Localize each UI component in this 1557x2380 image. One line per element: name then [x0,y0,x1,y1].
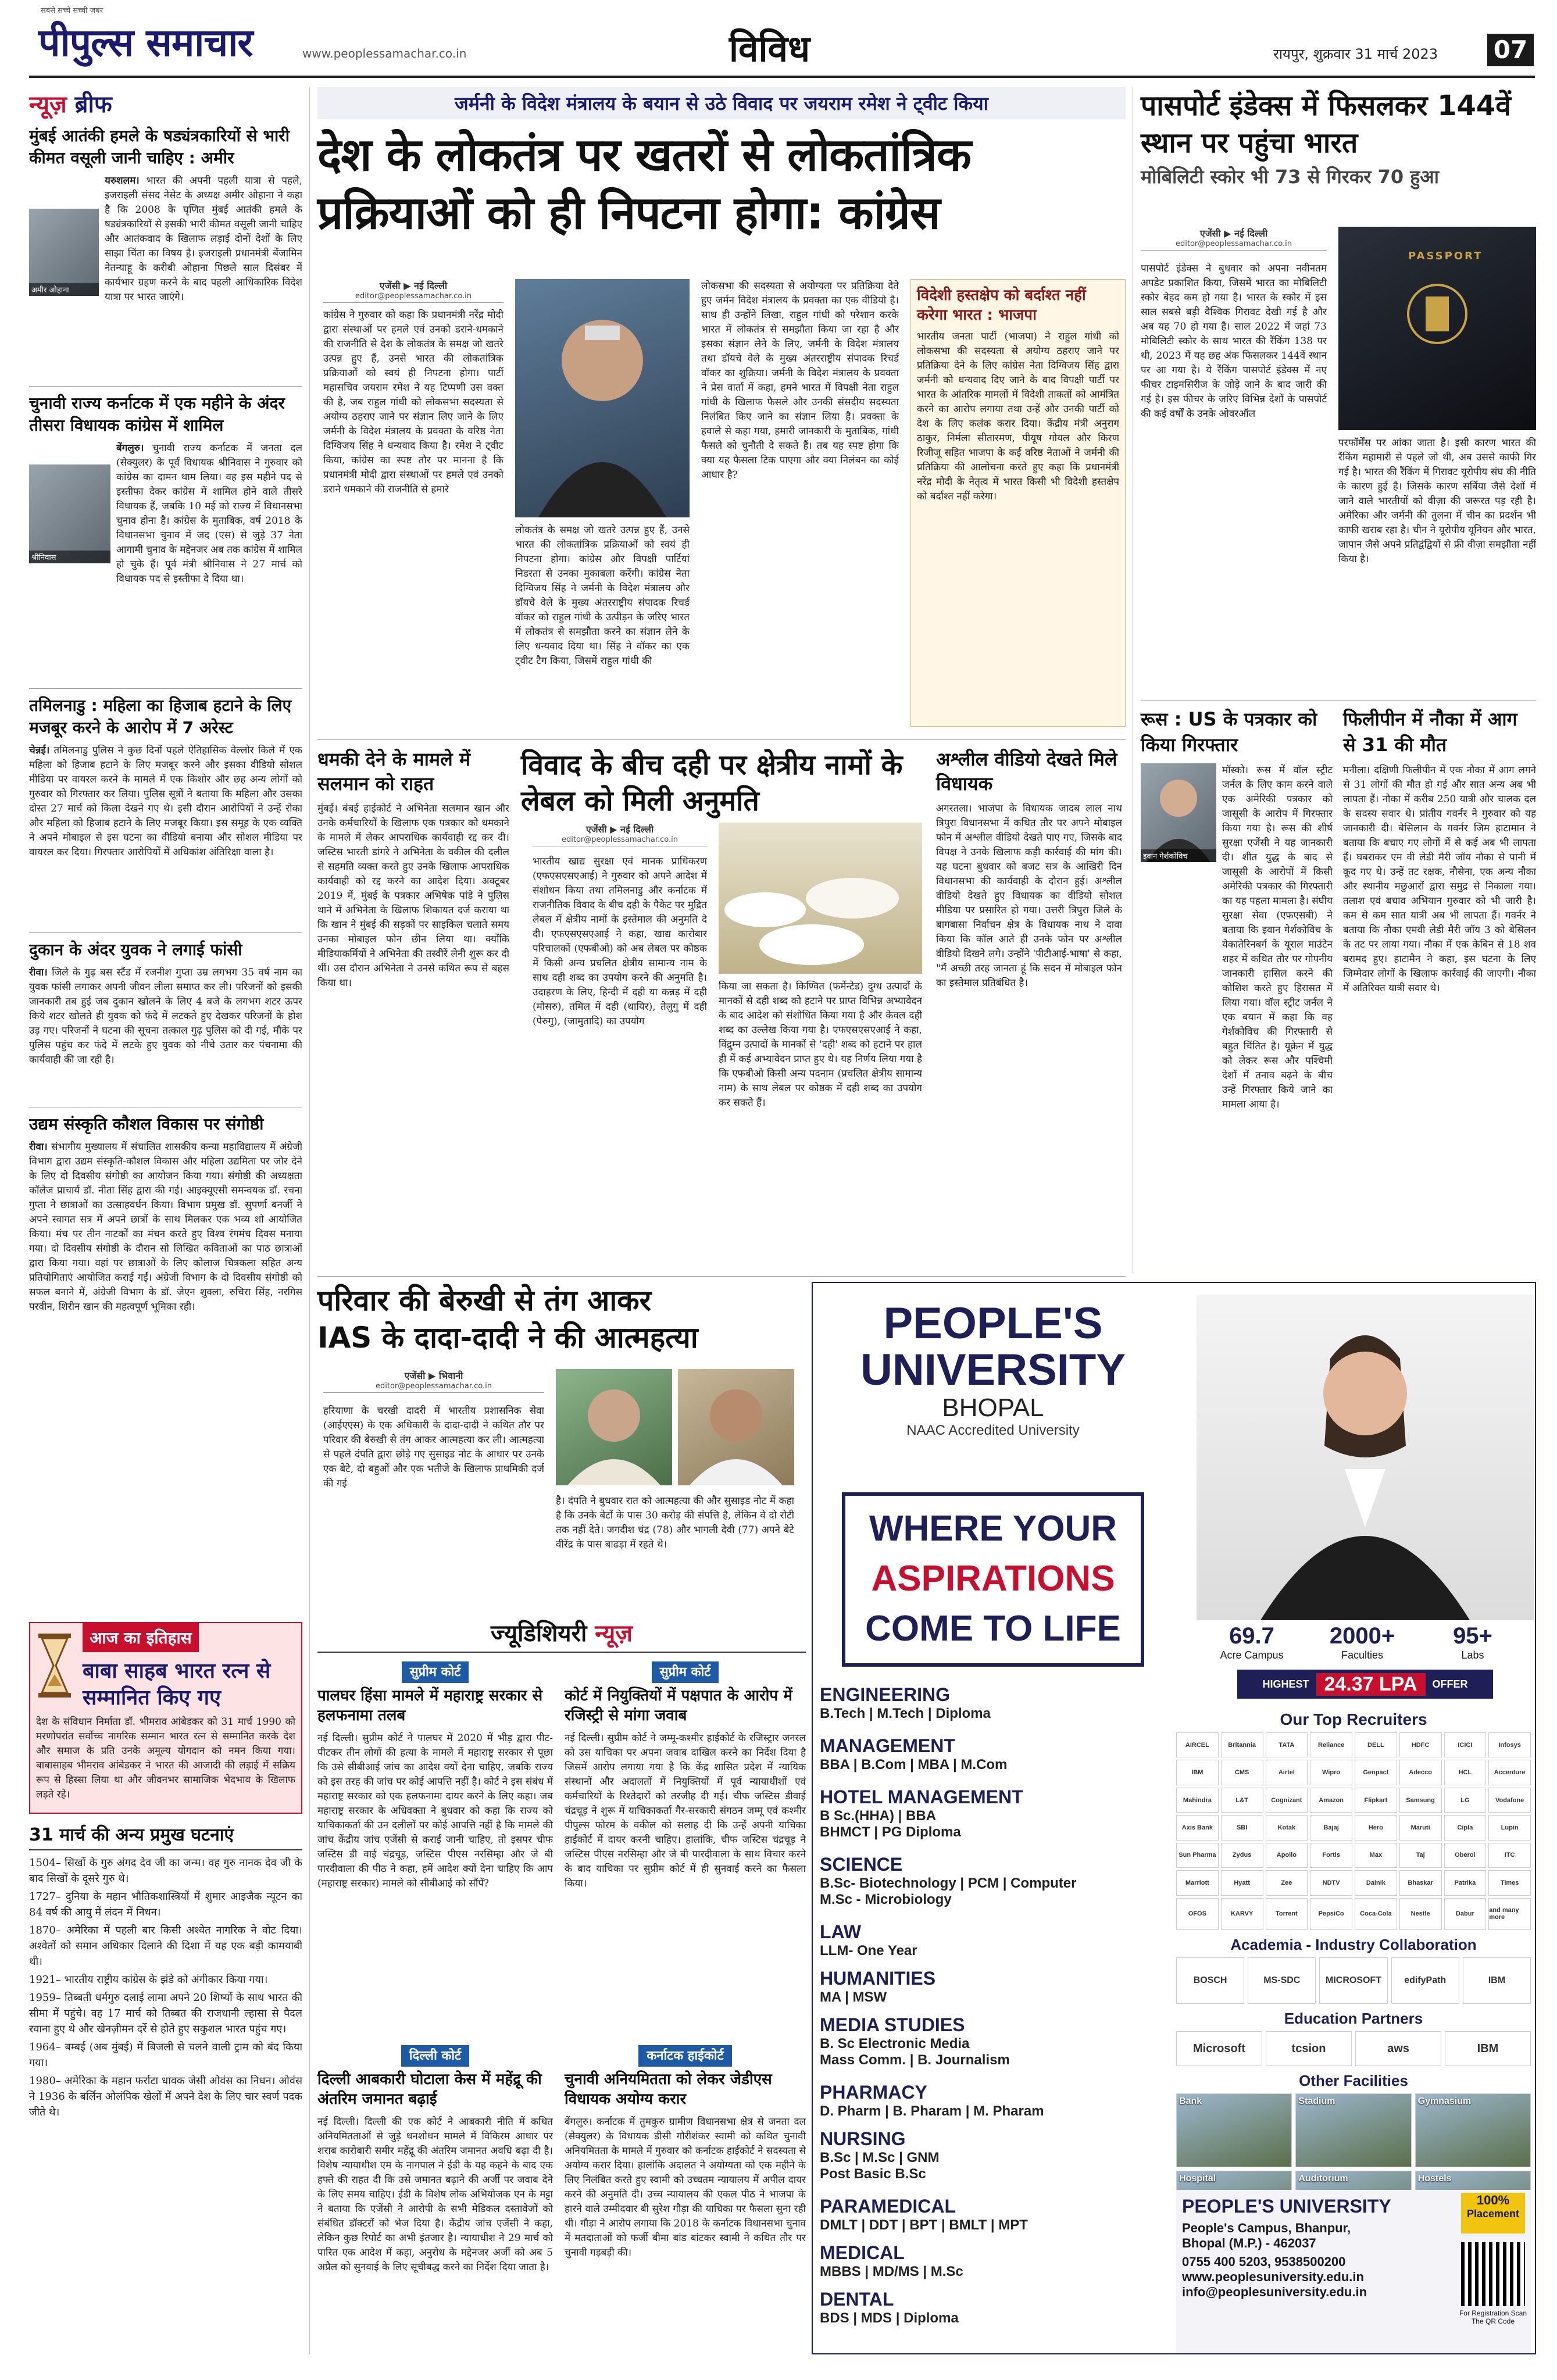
ias-story [317,1282,806,1631]
course-list: B.Tech | M.Tech | Diploma [820,1706,991,1721]
ias-photo-2 [678,1369,794,1485]
recruiter-logo: L&T [1221,1788,1263,1813]
brief-title: उद्यम संस्कृति कौशल विकास पर संगोष्ठी [29,1114,264,1134]
recruiter-logo: Dabur [1444,1898,1487,1930]
stat-label: Faculties [1341,1649,1384,1661]
court-tag: सुप्रीम कोर्ट [402,1661,469,1683]
course-name: LAW [820,1921,862,1942]
paper-name: पीपुल्स समाचार [38,20,253,65]
recruiter-logo: KARVY [1221,1898,1263,1930]
judiciary-banner [317,1616,806,1653]
judiciary-banner-1: ज्यूडिशियरी [491,1620,587,1647]
brief-item [29,392,302,689]
brief-body [29,966,302,1067]
academia-title: Academia - Industry Collaboration [1230,1936,1477,1953]
course-name: HOTEL MANAGEMENT [820,1786,1023,1807]
brief-photo-caption: अमीर ओहाना [29,283,99,296]
stat-item [1202,1623,1301,1661]
brief-text: चुनावी राज्य कर्नाटक में जनता दल (सेक्युलर) के पूर्व विधायक श्रीनिवास ने गुरुवार को कांग्रेस का दामन थाम लिया। वह इस महीने पद से इस्तीफा देकर कांग्रेस में शामिल होने वाले तीसरे विधायक हैं, जबकि 10 मई को राज्य में विधानसभा चुनाव होना है। कांग्रेस के मुताबिक, वर्ष 2018 के विधानसभा चुनाव में जद (एस) से जुड़े 37 नेता आगामी चुनाव के मद्देनजर अब तक कांग्रेस में शामिल हो चुके हैं। पूर्व मंत्री श्रीनिवास ने 27 मार्च को विधायक पद से इस्तीफा दे दिया था। [116,442,302,585]
recruiter-logo: Taj [1399,1843,1442,1868]
course-name: PARAMEDICAL [820,2196,956,2217]
passport-photo [1338,227,1536,430]
stat-item [1423,1623,1522,1661]
recruiter-logo: Nestle [1399,1898,1442,1930]
recruiter-logo: NDTV [1310,1870,1352,1895]
brief-item [29,939,302,1107]
ias-byline-box [323,1369,544,1393]
partner-logo: IBM [1445,2031,1531,2066]
ias-byline: एजेंसी ▶ भिवानी [404,1370,463,1381]
event-item: 1980– अमेरिका के महान फर्राटा धावक जेसी ओवंस का निधन। ओवंस ने 1936 के बर्लिन ओलंपिक खेलों में अपने देश के लिए चार स्वर्ण पदक जीते थे। [29,2075,302,2118]
facility-photo: Hostels [1415,2171,1531,2245]
offer-label: OFFER [1432,1678,1468,1690]
course-item [820,1786,1169,1854]
recruiter-logo: Hyatt [1221,1870,1263,1895]
course-name: ENGINEERING [820,1684,951,1705]
sidebar-title: विदेशी हस्तक्षेप को बर्दाश्त नहीं करेगा भारत : भाजपा [917,287,1086,324]
judiciary-story-1 [317,1663,553,2040]
mail[interactable]: info@peoplesuniversity.edu.in [1182,2285,1367,2299]
brief-label-2: ब्रीफ [74,91,112,118]
brief-item [29,695,302,933]
course-name: PHARMACY [820,2082,927,2103]
facility-photo: Stadium [1295,2093,1411,2167]
academia-logo: MICROSOFT [1319,1957,1387,2004]
ad-stats [1197,1623,1534,1704]
course-item [820,1968,1169,2014]
recruiter-logo: Flipkart [1355,1788,1397,1813]
lead-col-1: कांग्रेस ने गुरुवार को कहा कि प्रधानमंत्री नरेंद्र मोदी द्वारा संस्थाओं पर हमले एवं उनको डराने-धमकाने की राजनीति से देश के लोकतंत्र के समक्ष जो खतरे उत्पन्न हुए हैं, उनसे भारत की लोकतांत्रिक प्रक्रियाओं को स्वयं ही निपटना होगा। पार्टी महासचिव जयराम रमेश ने यह टिप्पणी उस वक्त की है, जब राहुल गांधी को लोकसभा सदस्यता से अयोग्य ठहराए जाने पर संज्ञान लिए जाने के लिए जर्मनी के विदेश मंत्रालय के प्रवक्ता के वरिष्ठ नेता दिग्विजय सिंह ने धन्यवाद किया है। रमेश ने ट्वीट किया, कांग्रेस का स्पष्ट तौर पर मानना है कि प्रधानमंत्री मोदी द्वारा संस्थाओं पर हमले एवं उनको डराने धमकाने की राजनीति से हमारे [323,309,503,495]
course-name: NURSING [820,2128,906,2149]
course-item [820,2242,1169,2289]
judiciary-body: नई दिल्ली। सुप्रीम कोर्ट ने जम्मू-कश्मीर हाईकोर्ट के रजिस्ट्रार जनरल को उस याचिका पर अपना जवाब दाखिल करने का निर्देश दिया है जिसमें आरोप लगाया गया है कि केंद्र शासित प्रदेश में न्यायिक संस्थानों और अदालतों में नियुक्तियों में पूर्व न्यायाधीशों एवं कर्मचारियों के रिश्तेदारों को तरजीह दी गई। चीफ जस्टिस डीवाई चंद्रचूड़ ने शुरू में याचिकाकर्ता गैर-सरकारी संगठन जम्मू एवं कश्मीर पीपुल्स फोरम के वकील को सलाह दी कि उन्हें अपनी याचिका हाईकोर्ट में दायर करनी चाहिए। हालांकि, चीफ जस्टिस चंद्रचूड़ ने जस्टिस पीएस नरसिम्हा और जे बी पारदीवाला के साथ विचार करने के बाद याचिका पर सुप्रीम कोर्ट में ही सुनवाई करने का फैसला किया। [565,1732,806,1889]
brief-body [105,174,302,305]
recruiter-logo: Fortis [1310,1843,1352,1868]
history-label [83,1623,199,1652]
recruiter-logo: Sun Pharma [1176,1843,1219,1868]
passport-email[interactable]: editor@peoplessamachar.co.in [1141,240,1327,251]
judiciary-body: नई दिल्ली। दिल्ली की एक कोर्ट ने आबकारी नीति में कथित अनियमितताओं से जुड़े धनशोधन मामले में विकिरम आधार पर शराब कारोबारी समीर महेंद्रू की अंतरिम जमानत अवधि बढ़ा दी है। विशेष न्यायाधीश एम के नागपाल ने ईडी के यह कहने के बाद एक हफ्ते की राहत दी कि उसे जमानत बढ़ाने की अर्जी पर जवाब देने के लिए समय चाहिए। ईडी के विशेष लोक अभियोजक एन के मट्टा ने बताया कि एजेंसी ने आरोपी के सभी मेडिकल दस्तावेजों को संबंधित डॉक्टरों को भेज दिया है। केंद्रीय जांच एजेंसी ने कहा, लेकिन कुछ रिपोर्ट का अभी इंतजार है। न्यायाधीश ने 29 मार्च को पारित एक आदेश में कहा, अनुरोध के मद्देनजर अर्जी को अब 5 अप्रैल को सुनवाई के लिए सूचीबद्ध करने का निर्देश दिया जाता है। [317,2116,553,2273]
contact-name: PEOPLE'S UNIVERSITY [1182,2196,1391,2217]
brief-label [29,87,302,119]
russia-story [1141,706,1333,1270]
judiciary-body: नई दिल्ली। सुप्रीम कोर्ट ने पालघर में 2020 में भीड़ द्वारा पीट-पीटकर तीन लोगों की हत्या के मामले में महाराष्ट्र सरकार से पूछा कि उसे सीबीआई जांच का आदेश क्यों देना चाहिए, जबकि राज्य को इस तरह की जांच पर कोई आपत्ति नहीं है। कोर्ट ने इस संबंध में महाराष्ट्र सरकार को एक हलफनामा दायर करने के लिए कहा। जब महाराष्ट्र सरकार के अधिवक्ता ने बुधवार को कहा कि राज्य को याचिकाकर्ता की उन दलीलों पर कोई आपत्ति नहीं है कि मामले की जांच केंद्रीय जांच एजेंसी से कराई जानी चाहिए, तो इसपर चीफ जस्टिस डी वाई चंद्रचूड़, जस्टिस पीएस नरसिम्हा और जे बी पारदीवाला की पीठ ने कहा, हमें आदेश क्यों देना चाहिए कि आप (महाराष्ट्र सरकार) मामले को सीबीआई को सौंपें? [317,1732,553,1889]
brief-place: यरुशलम। [105,175,140,187]
column-divider [309,87,310,2354]
qr-label: For Registration Scan The QR Code [1459,2309,1527,2325]
curd-byline: एजेंसी ▶ नई दिल्ली [585,824,654,835]
recruiter-logo: HCL [1444,1760,1487,1785]
brief-photo-caption: श्रीनिवास [29,551,110,563]
recruiter-logo: Kotak [1266,1815,1308,1840]
partners-title: Education Partners [1284,2010,1423,2027]
course-list: DMLT | DDT | BPT | BMLT | MPT [820,2217,1028,2233]
placement-badge [1461,2193,1525,2234]
recruiter-logo: Genpact [1355,1760,1397,1785]
recruiter-logo: Samsung [1399,1788,1442,1813]
person-silhouette-icon [1141,763,1216,862]
judiciary-news [317,1616,806,2354]
passport-byline: एजेंसी ▶ नई दिल्ली [1199,228,1268,239]
curd-story [521,747,928,1270]
judiciary-headline: पालघर हिंसा मामले में महाराष्ट्र सरकार से हलफनामा तलब [317,1687,543,1724]
brief-title: चुनावी राज्य कर्नाटक में एक महीने के अंदर तीसरा विधायक कांग्रेस में शामिल [29,394,285,435]
recruiter-logo: CMS [1221,1760,1263,1785]
qr-code[interactable] [1461,2242,1525,2306]
course-list: B. Sc Electronic Media Mass Comm. | B. Journalism [820,2036,1010,2068]
section-title: विविध [729,27,810,70]
slogan-3: COME TO LIFE [865,1609,1121,1649]
recruiter-logo: ITC [1488,1843,1531,1868]
stat-label: Acre Campus [1220,1649,1284,1661]
brief-text: तमिलनाडु पुलिस ने कुछ दिनों पहले ऐतिहासिक वेल्लोर किले में एक महिला को हिजाब हटाने के लिए मजबूर करने और इसका वीडियो सोशल मीडिया पर वायरल करने के मामले में एक किशोर और छह अन्य लोगों को गुरुवार को गिरफ्तार कर लिया। पुलिस सूत्रों ने बताया कि महिला और उसका दोस्त 27 मार्च को किला देखने गए थे। इसी दौरान आरोपियों ने उन्हें रोका और महिला को हिजाब हटाने के लिए मजबूर किया। इस समूह के एक व्यक्ति ने अपने मोबाइल से इस घटना का वीडियो बनाया और सोशल मीडिया पर वायरल कर दिया। गिरफ्तार आरोपियों में अधिकांश अंतिरिक्षा वाला है। [29,745,302,858]
curd-col-1: भारतीय खाद्य सुरक्षा एवं मानक प्राधिकरण (एफएसएसएआई) ने गुरुवार को अपने आदेश में संशोधन किया तथा तमिलनाडु और कर्नाटक में राजनीतिक विवाद के बीच दही के पैकेट पर मुद्रित लेबल में क्षेत्रीय नामों के इस्तेमाल की अनुमति दे दी। एफएसएसएआई ने कहा, खाद्य कारोबार परिचालकों (एफबीओ) को अब लेबल पर कोष्ठक में किसी अन्य प्रचलित क्षेत्रीय सामान्य नाम के साथ दही शब्द का उपयोग करने की अनुमति है। उदाहरण के लिए, हिन्दी में दही या कन्नड़ में दही (मोसरु), तमिल में दही (थायिर), तेलुगु में दही (पेरुगु), (जामुतादि) का उपयोग [533,856,707,1027]
person-silhouette-icon [678,1369,794,1485]
curd-photo [719,823,922,974]
recruiter-logo: IBM [1176,1760,1219,1785]
course-item [820,1735,1169,1786]
slogan-1: WHERE YOUR [869,1509,1117,1549]
recruiter-logo: DELL [1355,1732,1397,1757]
partner-logo: tcsion [1266,2031,1352,2066]
recruiter-logo: ICICI [1444,1732,1487,1757]
ad-model-photo [1197,1295,1534,1620]
course-item [820,2082,1169,2128]
event-item: 1727– दुनिया के महान भौतिकशास्त्रियों में शुमार आइजैक न्यूटन का 84 वर्ष की आयु में लंदन में निधन। [29,1891,302,1918]
judiciary-headline: दिल्ली आबकारी घोटाला केस में महेंद्रू की अंतरिम जमानत बढ़ाई [317,2071,542,2108]
event-item: 1964– बम्बई (अब मुंबई) में बिजली से चलने वाली ट्राम को बंद किया गया। [29,2041,302,2069]
masthead-tagline: सबसे सच्चे सच्ची ज़बर [41,6,103,15]
curd-headline: विवाद के बीच दही पर क्षेत्रीय नामों के लेबल को मिली अनुमति [521,749,903,817]
lead-headline: देश के लोकतंत्र पर खतरों से लोकतांत्रिक प्रक्रियाओं को ही निपटना होगा: कांग्रेस [317,129,971,240]
recruiter-logo: HDFC [1399,1732,1442,1757]
philippines-body: मनीला। दक्षिणी फिलीपीन में एक नौका में आग लगने से 31 लोगों की मौत हो गई और सात अन्य अब भी लापता हैं। नौका में करीब 250 यात्री और चालक दल के सदस्य सवार थे। प्रांतीय गवर्नर ने गुरुवार को यह जानकारी दी। बेसिलान के गवर्नर जिम हाटामान ने बताया कि बचाए गए लोगों में से कई अब भी लापता हैं। घबराकर एम वी लेडी मैरी जॉय नौका से पानी में कूद गए थे। उन्हें तट रक्षक, नौसेना, एक अन्य नौका और स्थानीय मछुआरों द्वारा समुद्र से निकाला गया। तलाश एवं बचाव अभियान गुरुवार को भी जारी है। कम से कम सात यात्री अब भी लापता हैं। गवर्नर ने बताया कि नौका एमवी लेडी मैरी जॉय 3 को बेसिलन के तट पर लाया गया। नौका में एक केबिन से 18 शव बरामद हुए। हाटामैन ने कहा, इस घटना के लिए जिम्मेदार लोगों के खिलाफ कार्रवाई की जाएगी। नौका में अतिरिक्त यात्री सवार थे। [1343,764,1536,994]
website[interactable]: www.peoplessamachar.co.in [302,47,467,60]
lead-sidebar [910,279,1126,727]
masthead-rule [29,76,1535,78]
recruiter-logo: and many more [1488,1898,1531,1930]
salman-story [317,747,509,1270]
facility-photo: Hospital [1176,2171,1292,2245]
lead-kicker [317,87,1126,119]
passport-col-2: परफॉर्मेंस पर आंका जाता है। इसी कारण भारत की रैंकिंग महामारी से पहले जो थी, अब उससे काफी गिर गई है। भारत की रैंकिंग में गिरावट यूरोपीय संघ की नीति के कारण हुई है। जिसके कारण सर्बिया जैसे देशों में जाने वाले भारतीयों को वीज़ा की जरूरत पड़ रही है। अमेरिका और जर्मनी की तुलना में चीन का प्रदर्शन भी काफी खराब रहा है। चीन ने यूरोपीय यूनियन और भारत, जापान जैसे अपने प्रतिद्वंद्वियों से फ्री वीज़ा समझौता नहीं किया है। [1338,437,1536,565]
brief-place: रीवा। [29,967,48,978]
course-name: MANAGEMENT [820,1735,955,1756]
recruiter-logo: Amazon [1310,1788,1352,1813]
placement-2: Placement [1466,2208,1520,2220]
judiciary-body: बेंगलुरु। कर्नाटक में तुमकुरु ग्रामीण विधानसभा क्षेत्र से जनता दल (सेक्युलर) के विधायक डीसी गौरीशंकर स्वामी को कथित चुनावी अनियमितता के मामले में गुरुवार को कर्नाटक हाईकोर्ट ने सदस्यता से अयोग्य करार दिया। हालांकि अदालत ने अयोग्यता को एक महीने के लिए निलंबित करते हुए स्वामी को उच्चतम न्यायालय में अपील दायर करने की अनुमति दी। उच्च न्यायालय की एकल पीठ ने भाजपा के हारने वाले उम्मीदवार बी सुरेश गौड़ा की याचिका पर फैसला सुना रही थी। गौड़ा ने आरोप लगाया कि 2018 के कर्नाटक विधानसभा चुनाव में मतदाताओं को फर्जी बीमा बांड बांटकर स्वामी ने कथित तौर पर चुनावी गड़बड़ी की। [565,2116,806,2259]
course-list: BDS | MDS | Diploma [820,2310,959,2326]
recruiter-logo: Hero [1355,1815,1397,1840]
course-list: B.Sc- Biotechnology | PCM | Computer M.Sc - Microbiology [820,1875,1077,1907]
recruiter-logo: Zee [1266,1870,1308,1895]
philippines-headline: फिलीपीन में नौका में आग से 31 की मौत [1343,708,1517,756]
judiciary-banner-2: न्यूज़ [595,1620,633,1647]
course-list: B.Sc | M.Sc | GNM Post Basic B.Sc [820,2150,940,2182]
ias-col-1: हरियाणा के चरखी दादरी में भारतीय प्रशासनिक सेवा (आईएएस) के एक अधिकारी के दादा-दादी ने कथित तौर पर परिवार की बेरुखी से तंग आकर आत्महत्या कर ली। आत्महत्या से पहले दंपति द्वारा छोड़े गए सुसाइड नोट के आधार पर उनके एक बेटे, दो बहुओं और एक भतीजे के खिलाफ प्राथमिकी दर्ज की गई [323,1405,544,1489]
event-item: 1959– तिब्बती धर्मगुरु दलाई लामा अपने 20 शिष्यों के साथ भारत की सीमा में पहुंचे। वह 17 मार्च को तिब्बत की राजधानी ल्हासा से पैदल रवाना हुए थे और खेनज़ीमन दर्रे से होते हुए सकुशल भारत पहुंच गए। [29,1992,302,2035]
recruiter-logo: Dainik [1355,1870,1397,1895]
recruiter-logo: Bhaskar [1399,1870,1442,1895]
russia-body: मॉस्को। रूस में वॉल स्ट्रीट जर्नल के लिए काम करने वाले एक अमेरिकी पत्रकार को जासूसी के आरोप में गिरफ्तार किया गया है। रूस की शीर्ष सुरक्षा एजेंसी ने यह जानकारी दी। शीत युद्ध के बाद से जासूसी के आरोपों में किसी अमेरिकी पत्रकार की गिरफ्तारी का यह पहला मामला है। संघीय सुरक्षा सेवा (एफएसबी) ने बताया कि इवान गेर्शकोविच के येकातेरिनबर्ग के यूराल माउंटेन शहर में कथित तौर पर गोपनीय जानकारी हासिल करने की कोशिश करते हुए हिरासत में लिया गया। वॉल स्ट्रीट जर्नल ने एक बयान में कहा कि वह गेर्शकोविच की गिरफ्तारी से बहुत चिंतित है। यूक्रेन में युद्ध को लेकर रूस और पश्चिमी देशों में तनाव बढ़ने के बीच उन्हें गिरफ्तार किये जाने का मामला आया है। [1222,764,1333,1110]
ad-courses [820,1684,1169,2324]
event-item: 1870– अमेरिका में पहली बार किसी अश्वेत नागरिक ने वोट दिया। अश्वेतों को समान अधिकार दिलाने की दिशा में यह एक बड़ी कामयाबी थी। [29,1924,302,1968]
ad-brand-1: PEOPLE'S [883,1299,1103,1348]
course-item [820,1854,1169,1921]
recruiter-logo: Times [1488,1870,1531,1895]
recruiter-logo: Axis Bank [1176,1815,1219,1840]
brief-place: बेंगलुरु। [116,442,144,454]
recruiter-logo: Oberoi [1444,1843,1487,1868]
russia-photo [1141,763,1216,862]
lead-story [317,87,1126,735]
history-body: देश के संविधान निर्माता डॉ. भीमराव आंबेडकर को 31 मार्च 1990 को मरणोपरांत सर्वोच्च नागरिक सम्मान भारत रत्न से सम्मानित करके देश और समाज के प्रति उनके अमूल्य योगदान को नमन किया गया। बाबासाहब भीमराव आंबेडकर ने भारत की आजादी की लड़ाई में सक्रिय रूप से हिस्सा लिया था और जीवनभर सामाजिक भेदभाव के खिलाफ लड़ते रहे। [36,1716,295,1800]
history-label-text: आज का इतिहास [90,1628,192,1648]
curd-email[interactable]: editor@peoplessamachar.co.in [533,835,707,846]
course-item [820,2289,1169,2335]
address-1: People's Campus, Bhanpur, [1182,2221,1351,2235]
brief-item [29,125,302,387]
lead-byline: एजेंसी ▶ नई दिल्ली [379,280,448,291]
partners-row [1176,2031,1531,2066]
partner-logo: aws [1355,2031,1441,2066]
lead-photo [515,279,690,517]
passport-headline: पासपोर्ट इंडेक्स में फिसलकर 144वें स्थान पर पहुंचा भारत [1141,90,1511,159]
recruiters-grid [1176,1732,1531,1930]
highest-offer [1237,1670,1493,1699]
passport-label: PASSPORT [1408,250,1483,262]
stat-item [1313,1623,1412,1661]
recruiter-logo: Cognizant [1266,1788,1308,1813]
ias-headline-1: परिवार की बेरुखी से तंग आकर [317,1284,652,1317]
placement-1: 100% [1476,2193,1510,2207]
page-number: 07 [1487,34,1534,66]
facility-photo: Gymnasium [1415,2093,1531,2167]
brief-body [116,441,302,587]
brief-body [29,1140,302,1314]
course-list: BBA | B.Com | MBA | M.Com [820,1757,1008,1773]
recruiter-logo: Torrent [1266,1898,1308,1930]
recruiter-logo: Zydus [1221,1843,1263,1868]
stat-value: 95+ [1453,1623,1492,1649]
court-tag: दिल्ली कोर्ट [401,2045,469,2067]
academia-row [1176,1957,1531,2004]
recruiter-logo: Marriott [1176,1870,1219,1895]
university-ad[interactable] [812,1282,1536,2354]
recruiter-logo: Britannia [1221,1732,1263,1757]
course-name: SCIENCE [820,1854,903,1875]
recruiter-logo: Lupin [1488,1815,1531,1840]
recruiter-logo: Wipro [1310,1760,1352,1785]
person-silhouette-icon [515,279,690,517]
lead-kicker-text: जर्मनी के विदेश मंत्रालय के बयान से उठे विवाद पर जयराम रमेश ने ट्वीट किया [455,92,988,115]
course-list: MBBS | MD/MS | M.Sc [820,2264,963,2279]
history-header [29,1622,302,1814]
brief-title: दुकान के अंदर युवक ने लगाई फांसी [29,940,242,959]
academia-logo: MS-SDC [1248,1957,1316,2004]
salman-body: मुंबई। बंबई हाईकोर्ट ने अभिनेता सलमान खान और उनके कर्मचारियों के खिलाफ एक पत्रकार को धमकाने के मामले में लेकर आपराधिक कार्यवाही रद्द कर दी। जस्टिस भारती डांगरे ने अभिनेता के वकील की दलील से सहमति व्यक्त करते हुए उनके खिलाफ आपराधिक कार्यवाही को रद्द करने का आदेश दिया। अक्टूबर 2019 में, मुंबई के पत्रकार अभिषेक पांडे ने पुलिस थाने में अभिनेता के खिलाफ शिकायत दर्ज कराया था कि खान ने मुंबई की सड़कों पर साइकिल चलाते समय उनका मोबाइल फोन छीन लिया था। क्योंकि मीडियाकर्मियों ने अभिनेता की तस्वीरें लेनी शुरू कर दी थीं। उस दौरान अभिनेता ने उनसे कथित रूप से बहस किया था। [317,803,509,989]
passport-byline-box [1141,227,1327,251]
recruiter-logo: PepsiCo [1310,1898,1352,1930]
course-name: MEDIA STUDIES [820,2014,965,2035]
judiciary-headline: कोर्ट में नियुक्तियों में पक्षपात के आरोप में रजिस्ट्री से मांगा जवाब [565,1687,792,1724]
news-brief [29,87,302,1610]
brief-item [29,1113,302,1439]
hourglass-icon [37,1634,72,1698]
course-list: B Sc.(HHA) | BBA BHMCT | PG Diploma [820,1808,961,1840]
academia-logo: BOSCH [1176,1957,1244,2004]
recruiter-logo: Patrika [1444,1870,1487,1895]
course-item [820,2014,1169,2082]
address-2: Bhopal (M.P.) - 462037 [1182,2236,1316,2250]
curd-byline-box [533,823,707,846]
course-item [820,2196,1169,2242]
recruiters-title: Our Top Recruiters [1280,1710,1427,1728]
highest-value: 24.37 LPA [1316,1673,1426,1696]
passport-story [1141,87,1536,695]
ad-brand-2: UNIVERSITY [860,1345,1126,1395]
stat-value: 69.7 [1229,1623,1274,1649]
course-item [820,1684,1169,1735]
mla-body: अगरतला। भाजपा के विधायक जादब लाल नाथ त्रिपुरा विधानसभा में कथित तौर पर अपने मोबाइल फोन में अश्लील वीडियो देखते पाए गए, जिसके बाद विपक्ष ने उनके खिलाफ कड़ी कार्रवाई की मांग की। यह घटना बुधवार को बजट सत्र के आखिरी दिन विधानसभा की कार्यवाही के दौरान हुई। अश्लील वीडियो देखते हुए विधायक का वीडियो सोशल मीडिया पर प्रसारित हो गया। उत्तरी त्रिपुरा जिले के बागबासा निर्वाचन क्षेत्र के विधायक नाथ ने दावा किया कि कॉल आते ही उनके फोन पर अश्लील वीडियो दिखने लगे। उन्होंने 'पीटीआई-भाषा' से कहा, "मैं अच्छी तरह जानता हूं कि सदन में मोबाइल फोन का इस्तेमाल प्रतिबंधित है। [936,803,1122,989]
recruiter-logo: Apollo [1266,1843,1308,1868]
judiciary-story-4 [565,2046,806,2354]
russia-photo-caption: इवान गेर्शकोविच [1141,849,1216,862]
recruiter-logo: Cipla [1444,1815,1487,1840]
lead-col-2: लोकतंत्र के समक्ष जो खतरे उत्पन्न हुए हैं, उनसे भारत की लोकतांत्रिक प्रक्रियाओं को स्वयं ही निपटना होगा। कांग्रेस और विपक्षी पार्टियां निडरता से उनका मुकाबला करेंगी। कांग्रेस नेता दिग्विजय सिंह ने जर्मनी के विदेश मंत्रालय और डॉयचे वेले के मुख्य अंतरराष्ट्रीय संपादक रिचर्ड वॉकर को राहुल गांधी के उत्पीड़न के जरिए भारत में लोकतंत्र से समझौता करने का संज्ञान लेने के लिए धन्यवाद दिया था। सिंह ने वॉकर का एक ट्वीट टैग किया, जिसमें राहुल गांधी की [515,524,690,667]
recruiter-logo: Accenture [1488,1760,1531,1785]
facility-photo: Bank [1176,2093,1292,2167]
section-rule [317,739,1126,740]
philippines-story [1343,706,1536,1270]
recruiter-logo: Max [1355,1843,1397,1868]
stat-value: 2000+ [1329,1623,1395,1649]
ias-headline-2: IAS के दादा-दादी ने की आत्महत्या [317,1321,698,1355]
recruiter-logo: Airtel [1266,1760,1308,1785]
slogan-2: ASPIRATIONS [871,1559,1115,1599]
event-item: 1504– सिखों के गुरु अंगद देव जी का जन्म। वह गुरु नानक देव जी के बाद सिखों के दूसरे गुरु थे। [29,1857,302,1885]
course-list: LLM- One Year [820,1943,917,1959]
partner-logo: Microsoft [1176,2031,1262,2066]
facility-photo: Auditorium [1295,2171,1411,2245]
academia-logo: IBM [1463,1957,1531,2004]
passport-subhead: मोबिलिटी स्कोर भी 73 से गिरकर 70 हुआ [1141,166,1439,188]
court-tag: कर्नाटक हाईकोर्ट [638,2045,731,2067]
curd-bowls-icon [719,823,922,974]
brief-photo [29,209,99,296]
court-tag: सुप्रीम कोर्ट [652,1661,719,1683]
event-item: 1921– भारतीय राष्ट्रीय कांग्रेस के झंडे को अंगीकार किया गया। [29,1974,268,1986]
academia-logo: edifyPath [1391,1957,1459,2004]
dateline: रायपुर, शुक्रवार 31 मार्च 2023 [1273,46,1438,62]
recruiter-logo: Adecco [1399,1760,1442,1785]
lead-col-3: लोकसभा की सदस्यता से अयोग्यता पर प्रतिक्रिया देते हुए जर्मन विदेश मंत्रालय के प्रवक्ता का एक वीडियो है। साथ ही उन्होंने लिखा, राहुल गांधी को परेशान करके भारत में लोकतंत्र से समझौता किया जा रहा है और इसका संज्ञान लेने के लिए, जर्मनी के विदेश मंत्रालय तथा डॉयचे वेले के मुख्य अंतरराष्ट्रीय संपादक रिचर्ड वॉकर का शुक्रिया। जर्मनी के विदेश मंत्रालय के प्रवक्ता ने प्रेस वार्ता में कहा, हमने भारत में विपक्षी नेता राहुल गांधी के खिलाफ फैसले और उनकी संसदीय सदस्यता निलंबित किए जाने का संज्ञान लिया है। प्रवक्ता के हवाले से कहा गया, हमारी जानकारी के मुताबिक, गांधी फैसले को चुनौती दे सकते हैं। तब यह स्पष्ट होगा कि क्या यह फैसला टिक पाएगा और क्या निलंबन का कोई आधार है? [701,280,899,481]
recruiter-logo: Maruti [1399,1815,1442,1840]
masthead [0,0,1557,81]
ias-email[interactable]: editor@peoplessamachar.co.in [323,1382,544,1393]
recruiter-logo: SBI [1221,1815,1263,1840]
judiciary-headline: चुनावी अनियमितता को लेकर जेडीएस विधायक अयोग्य करार [565,2071,772,2108]
facilities-title: Other Facilities [1299,2072,1408,2089]
brief-label-1: न्यूज़ [29,91,67,118]
recruiter-logo: Mahindra [1176,1788,1219,1813]
brief-body [29,744,302,860]
recruiter-logo: Reliance [1310,1732,1352,1757]
recruiter-logo: AIRCEL [1176,1732,1219,1757]
brief-title: मुंबई आतंकी हमले के षड्यंत्रकारियों से भारी कीमत वसूली जानी चाहिए : अमीर [29,126,290,167]
ad-city: BHOPAL [942,1393,1044,1422]
stat-label: Labs [1461,1649,1484,1661]
mla-headline: अश्लील वीडियो देखते मिले विधायक [936,748,1117,795]
curd-col-2: किया जा सकता है। किण्वित (फर्मेन्टेड) दुग्ध उत्पादों के मानकों से दही शब्द को हटाने पर प्राप्त विभिन्न अभ्यावेदन के बाद आदेश को संशोधित किया गया है और केवल दही शब्द का उल्लेख किया गया है। एफएसएसएआई ने कहा, विंद्रुम्न उत्पादों के मानकों से 'दही' शब्द को हटाने पर हाल ही में कई अभ्यावेदन प्राप्त हुए थे। यह निर्णय लिया गया है कि एफबीओ किसी अन्य पदनाम (प्रचलित क्षेत्रीय सामान्य नाम) के साथ लेबल पर कोष्ठक में दही शब्द का उपयोग कर सकते हैं। [719,981,922,1109]
passport-col-1: पासपोर्ट इंडेक्स ने बुधवार को अपना नवीनतम अपडेट प्रकाशित किया, जिसमें भारत का मोबिलिटी स्कोर बेहद कम हो गया है। भारत के स्कोर में इस साल सबसे बड़ी वैश्विक गिरावट देखी गई है और अब यह 70 हो गया है। साल 2022 में जहां 73 मोबिलिटी स्कोर के साथ भारत की रैंकिंग 138 पर थी, 2023 में यह छह अंक फिसलकर 144वें स्थान पर आ गया है। ये रैंकिंग पासपोर्ट इंडेक्स में नए फीचर टाइमसिरीज के जोड़े जाने के बाद जारी की गई है। इस फीचर के जरिए विभिन्न देशों के पासपोर्ट की कई वर्षों के उनके ओवरऑल [1141,263,1327,420]
ad-contact [1176,2190,1531,2353]
salman-headline: धमकी देने के मामले में सलमान को राहत [317,748,470,795]
events-title: 31 मार्च की अन्य प्रमुख घटनाएं [29,1822,302,1850]
person-silhouette-icon [1197,1295,1534,1620]
highest-label: HIGHEST [1262,1678,1309,1690]
history-box [29,1622,302,2354]
recruiter-logo: TATA [1266,1732,1308,1757]
course-list: D. Pharm | B. Pharam | M. Pharam [820,2103,1044,2119]
history-headline: बाबा साहब भारत रत्न से सम्मानित किए गए [83,1659,271,1710]
course-item [820,1921,1169,1968]
ad-accreditation: NAAC Accredited University [906,1423,1080,1438]
lead-byline-box [323,279,503,303]
brief-place: चेन्नई। [29,745,50,756]
brief-place: रीवा। [29,1141,48,1153]
recruiter-logo: Bajaj [1310,1815,1352,1840]
course-name: DENTAL [820,2289,894,2310]
paper-logo[interactable] [38,15,252,67]
judiciary-story-2 [565,1663,806,2040]
ad-slogan [842,1492,1144,1667]
course-item [820,2128,1169,2196]
course-list: MA | MSW [820,1989,887,2005]
sidebar-body: भारतीय जनता पार्टी (भाजपा) ने राहुल गांधी को लोकसभा की सदस्यता से अयोग्य ठहराए जाने पर प्रतिक्रिया देने के लिए कांग्रेस नेता दिग्विजय सिंह द्वारा जर्मनी को धन्यवाद दिए जाने के बाद विपक्षी पार्टी पर भारत के आंतरिक मामलों में विदेशी ताकतों को आमंत्रित करने का आरोप लगाया तथा उन्हें और उनकी पार्टी को देश के लिए कलंक करार दिया। केंद्रीय मंत्री अनुराग ठाकुर, निर्मला सीतारमण, पीयूष गोयल और किरण रिजीजू सहित भाजपा के कई वरिष्ठ नेताओं ने जर्मनी की प्रतिक्रिया की आलोचना करते हुए कहा कि प्रधानमंत्री नरेंद्र मोदी के नेतृत्व में भारत किसी भी विदेशी हस्तक्षेप को बर्दाश्त नहीं करेगा। [917,331,1119,502]
brief-text: जिले के गुढ़ बस स्टैंड में रजनीश गुप्ता उम्र लगभग 35 वर्ष नाम का युवक फांसी लगाकर अपनी जीवन लीला समाप्त कर ली। परिजनों को इसकी जानकारी तब हुई जब दुकान खोलने के लिए 4 बजे के लगभग शटर ऊपर किये शटर खोलते ही युवक को फंदे में लटकते हुए देखकर परिजनों के होश उड़ गए। परिजनों ने घटना की सूचना तत्काल गुढ़ पुलिस को दी गई, मौके पर पुलिस पहुंच कर फंदे में लटके हुए युवक को नीचे उतार कर पंचनामा की कार्यवाही की जा रही है। [29,967,302,1066]
recruiter-logo: OFOS [1176,1898,1219,1930]
ias-photo-1 [556,1369,672,1485]
brief-title: तमिलनाडु : महिला का हिजाब हटाने के लिए मजबूर करने के आरोप में 7 अरेस्ट [29,696,292,737]
web[interactable]: www.peoplesuniversity.edu.in [1182,2270,1364,2284]
recruiter-logo: LG [1444,1788,1487,1813]
brief-text: संभागीय मुख्यालय में संचालित शासकीय कन्या महाविद्यालय में अंग्रेजी विभाग द्वारा उद्यम संस्कृति-कौशल विकास और महिला उद्यमिता पर जोर देने के लिए दो दिवसीय संगोष्ठी का आयोजन किया गया। संगोष्ठी की अध्यक्षता कॉलेज प्राचार्य डॉ. नीता सिंह द्वारा की गई। आइक्यूएसी समन्वयक डॉ. रचना गुप्ता ने छात्राओं का उत्साहवर्धन किया। विभाग प्रमुख डॉ. सुपर्णा बनर्जी ने अपने स्वागत सत्र में अपने छात्रों के साथ मिलकर एक भव्य शो आयोजित किया। मंच पर तीन नाटकों का मंचन करते हुए विश्व रंगमंच दिवस मनाया गया। दो दिवसीय संगोष्ठी के दौरान सो लिखित कविताओं का पाठ छात्राओं द्वारा किया गया। वहां पर छात्राओं के लिए कोलाज चित्रकला सहित अन्य प्रतियोगिताएं आयोजित कराई गईं। अंग्रेजी विभाग के दो दिवसीय संगोष्ठी को सफल बनाने में, अंग्रेजी विभाग के डॉ. जेएन शुक्ला, रुचिरा सिंह, नरगिस परवीन, शिरीन खान की महत्वपूर्ण भूमिका रही। [29,1141,302,1313]
section-rule [317,1276,1126,1277]
course-name: MEDICAL [820,2242,905,2263]
russia-headline: रूस : US के पत्रकार को किया गिरफ्तार [1141,708,1317,756]
ad-brand [813,1300,1173,1439]
course-name: HUMANITIES [820,1968,936,1989]
brief-photo [29,464,110,563]
lead-email[interactable]: editor@peoplessamachar.co.in [323,292,503,303]
ias-col-2: है। दंपति ने बुधवार रात को आत्महत्या की और सुसाइड नोट में कहा है कि उनके बेटों के पास 30 करोड़ की संपत्ति है, लेकिन वे दो रोटी तक नहीं देते। जगदीश चंद्र (78) और भागली देवी (77) अपने बेटे वीरेंद्र के पास बाढड़ा में रहते थे। [556,1495,794,1550]
mla-story [936,747,1122,1270]
recruiter-logo: Coca-Cola [1355,1898,1397,1930]
events-list [29,1855,302,2120]
recruiter-logo: Vodafone [1488,1788,1531,1813]
judiciary-story-3 [317,2046,553,2354]
recruiter-logo: Infosys [1488,1732,1531,1757]
person-silhouette-icon [556,1369,672,1485]
phone[interactable]: 0755 400 5203, 9538500200 [1182,2254,1346,2269]
brief-text: भारत की अपनी पहली यात्रा से पहले, इजराइली संसद नेसेट के अध्यक्ष अमीर ओहाना ने कहा है कि 2008 के घृणित मुंबई आतंकी हमले के षड्यंत्रकारियों से इसकी भारी कीमत वसूली जानी चाहिए और आतंकवाद के खिलाफ लड़ाई दोनों देशों के लिए साझा चिंता का विषय है। इजराइली प्रधानमंत्री बेंजामिन नेतन्याहू के करीबी ओहाना पिछले साल दिसंबर में कार्यभार ग्रहण करने के बाद पहली आधिकारिक विदेश यात्रा पर भारत जाएंगे। [105,175,302,303]
